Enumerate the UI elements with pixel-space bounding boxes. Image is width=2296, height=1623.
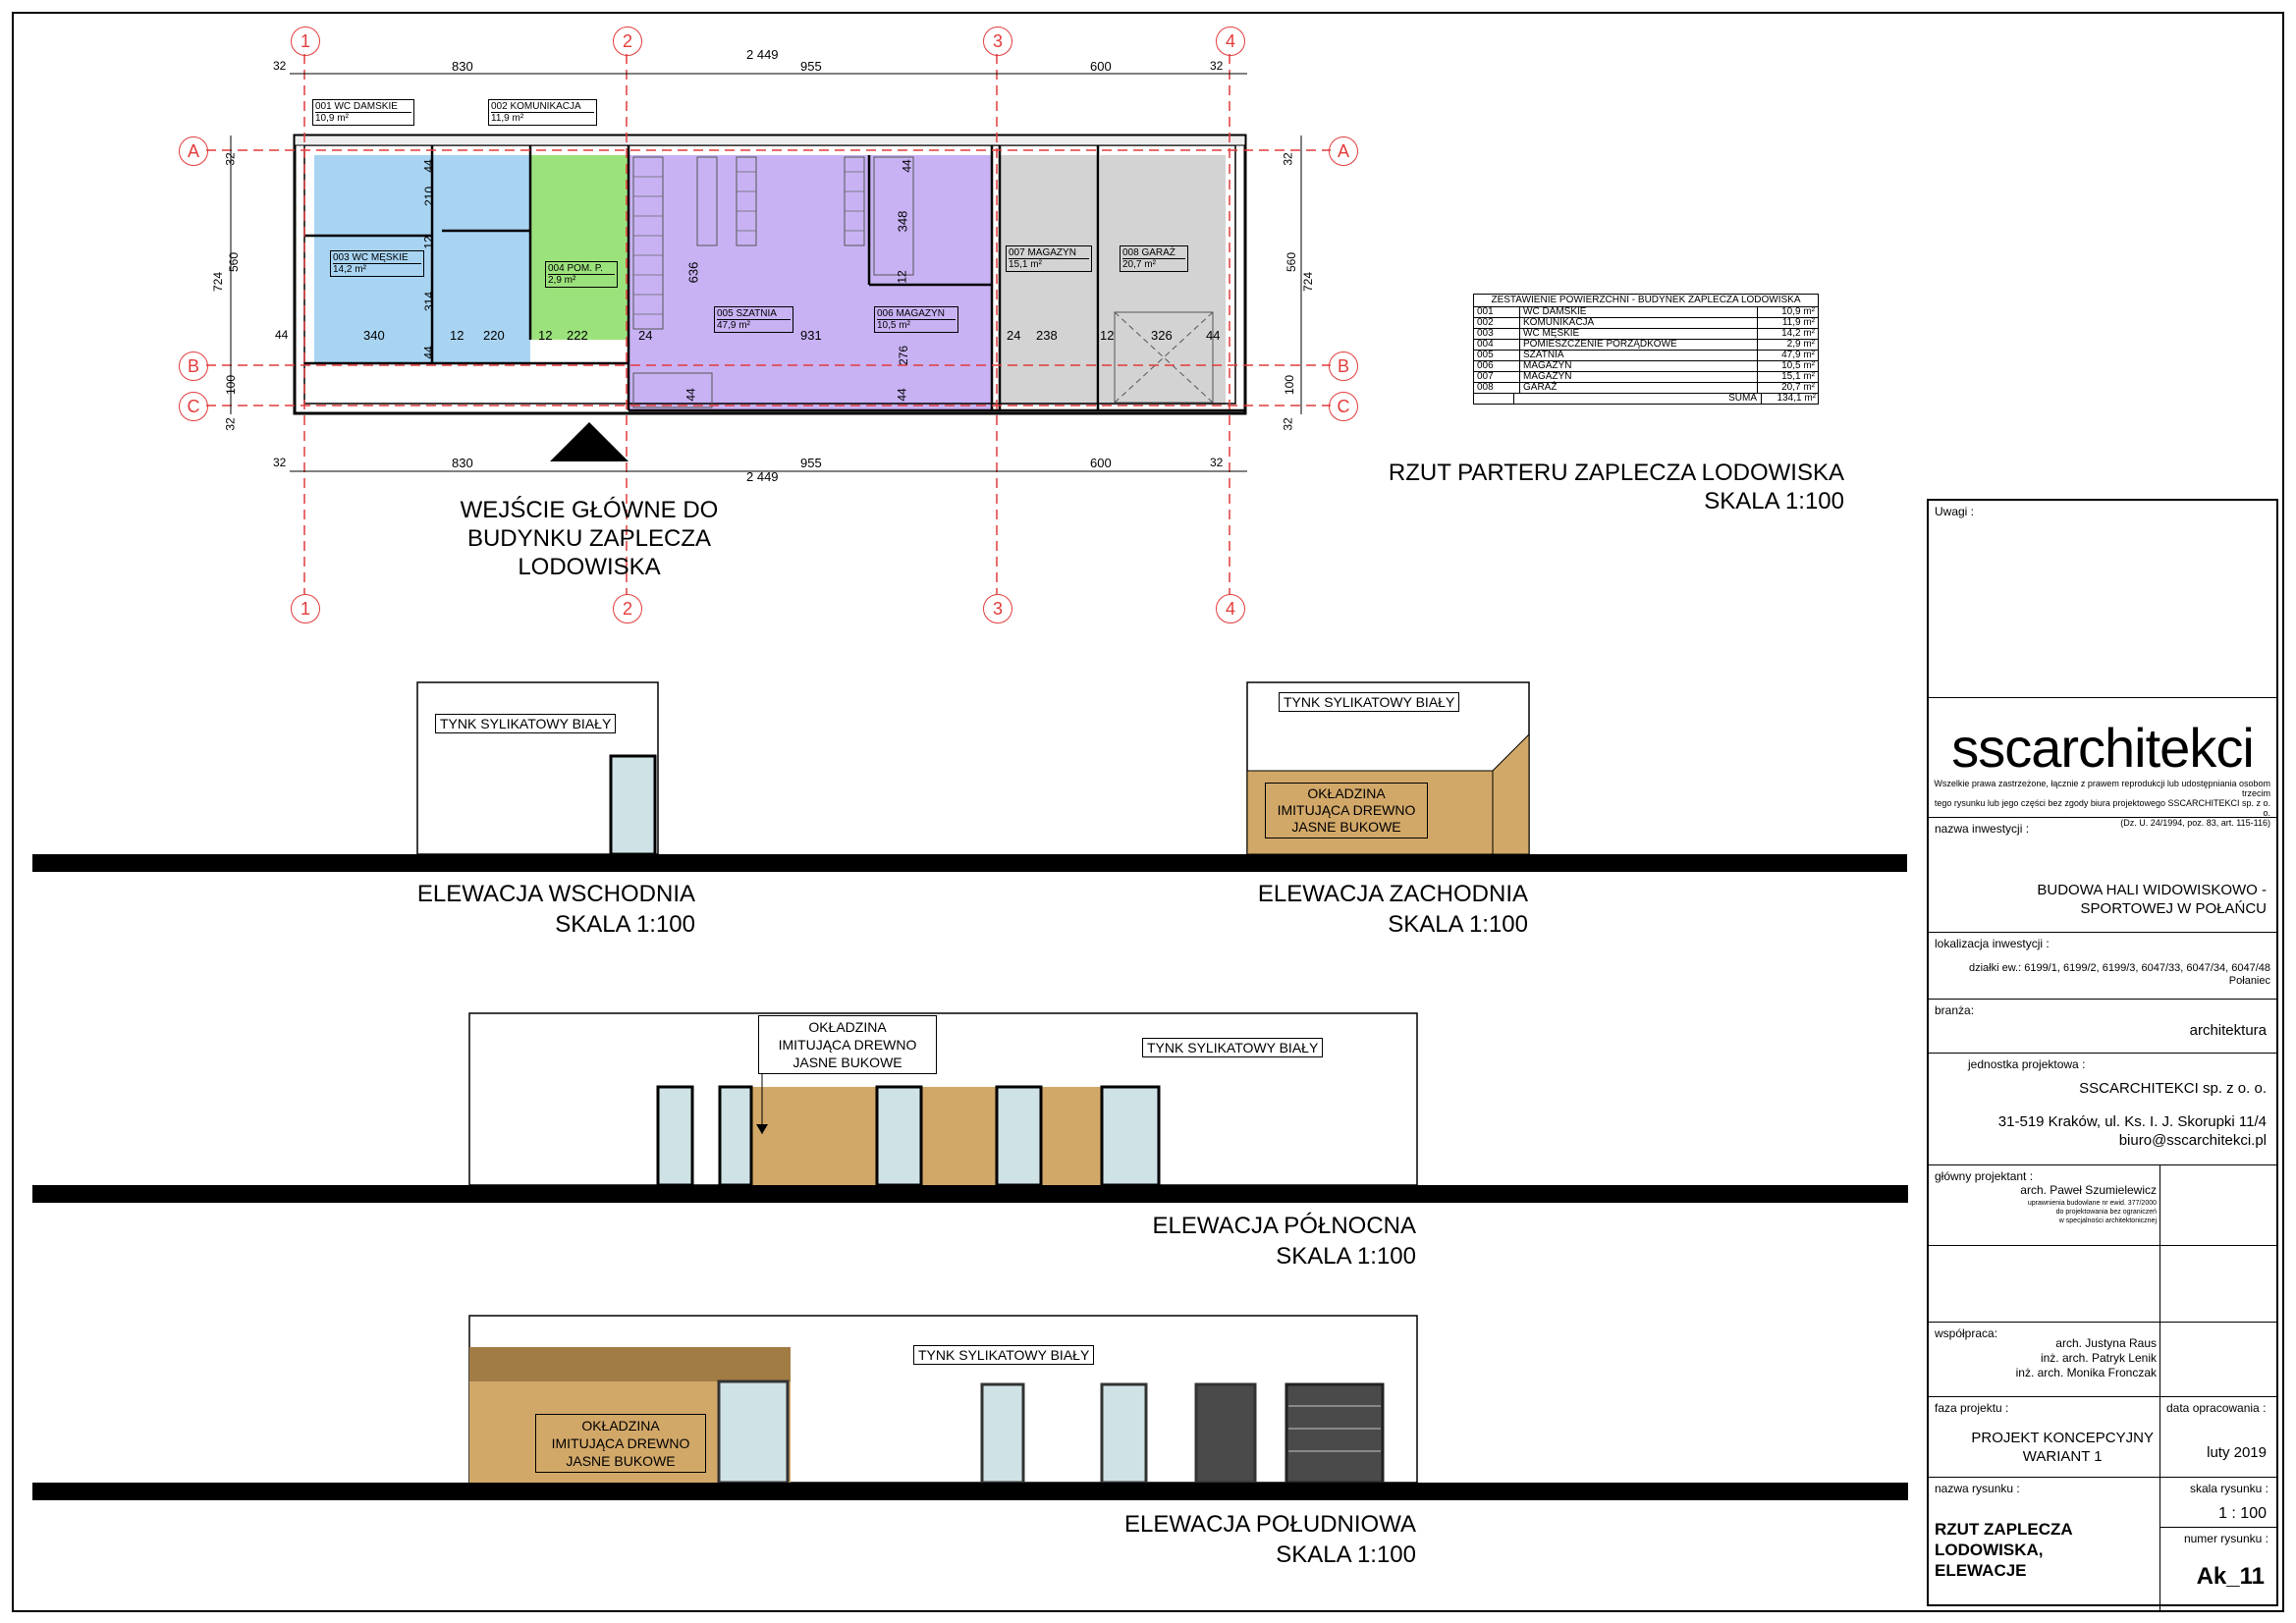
unit-line: SSCARCHITEKCI sp. z o. o. <box>2079 1080 2267 1097</box>
interior-dim: 326 <box>1151 328 1173 343</box>
south-title <box>982 1509 1416 1570</box>
east-scale-text: SKALA 1:100 <box>555 911 695 938</box>
blank-row <box>1929 1245 2276 1322</box>
room-name: 008 GARAŻ <box>1122 247 1175 258</box>
east-elevation <box>32 682 1093 872</box>
area-table-row <box>1474 328 1818 339</box>
south-label-2-line: OKŁADZINA <box>581 1418 660 1434</box>
dim-bottom-2: 955 <box>800 456 822 470</box>
area-table-room: GARAŻ <box>1519 383 1757 393</box>
cooperation-label: współpraca: <box>1935 1326 1998 1340</box>
dim-right-3: 100 <box>1283 374 1297 396</box>
area-table-row <box>1474 360 1818 371</box>
room-label-005 <box>714 306 793 333</box>
phase-line: PROJEKT KONCEPCYJNY <box>1971 1430 2154 1446</box>
phase-line: WARIANT 1 <box>2022 1448 2103 1465</box>
room-name: 007 MAGAZYN <box>1009 247 1076 258</box>
signature-box <box>2159 1165 2276 1246</box>
area-table-area: 2,9 m² <box>1757 340 1818 350</box>
dim-left-2: 724 <box>211 271 226 293</box>
investment-row <box>1929 817 2276 932</box>
dim-left-1: 560 <box>227 251 242 273</box>
copyright-line: tego rysunku lub jego części bez zgody biura projektowego SSCARCHITEKCI sp. z o. o. <box>1934 798 2270 818</box>
date-label: data opracowania : <box>2166 1401 2267 1415</box>
dim-right-1: 560 <box>1285 251 1299 273</box>
west-title <box>1135 879 1528 940</box>
signature-box <box>2159 1323 2276 1397</box>
area-table-area: 10,9 m² <box>1757 307 1818 317</box>
axis-bubble-4-top: 4 <box>1216 27 1245 56</box>
area-table-area: 10,5 m² <box>1757 361 1818 371</box>
dim-top-4: 600 <box>1090 59 1112 74</box>
designer-note-line: w specjalności architektonicznej <box>2058 1217 2157 1224</box>
area-table-row <box>1474 339 1818 350</box>
axis-bubble-c-right: C <box>1329 392 1358 421</box>
area-table-sum-label: SUMA <box>1513 394 1761 404</box>
room-area: 10,9 m² <box>315 112 411 124</box>
south-window-1 <box>1102 1384 1146 1483</box>
area-table-row <box>1474 307 1818 317</box>
south-label-2 <box>535 1414 706 1473</box>
dim-left-0: 32 <box>223 152 238 166</box>
north-arrow-icon <box>756 1124 768 1134</box>
room-fill-007 <box>1000 155 1098 406</box>
dim-bottom-4: 32 <box>1210 456 1224 469</box>
interior-dim: 238 <box>1036 328 1058 343</box>
dim-left-4: 100 <box>224 374 239 396</box>
west-label-2-line: IMITUJĄCA DREWNO <box>1277 802 1416 818</box>
dim-top-0: 32 <box>273 59 287 73</box>
drawing-name-label: nazwa rysunku : <box>1935 1482 2020 1495</box>
north-title-text: ELEWACJA PÓŁNOCNA <box>1152 1213 1416 1239</box>
interior-dim: 220 <box>483 328 505 343</box>
area-table-title: ZESTAWIENIE POWIERZCHNI - BUDYNEK ZAPLECZA LODOWISKA <box>1474 295 1818 307</box>
area-table-sum-value: 134,1 m² <box>1761 394 1818 404</box>
axis-bubble-1-bottom: 1 <box>291 594 320 623</box>
axis-bubble-4-bottom: 4 <box>1216 594 1245 623</box>
area-table-area: 11,9 m² <box>1757 318 1818 328</box>
room-fill-006 <box>869 155 992 332</box>
date-cell <box>2159 1397 2276 1478</box>
entrance-label <box>412 496 766 581</box>
area-table-room: SZATNIA <box>1519 351 1757 360</box>
number-value: Ak_11 <box>2196 1563 2265 1590</box>
room-area: 11,9 m² <box>491 112 594 124</box>
area-table-room: WC DAMSKIE <box>1519 307 1757 317</box>
title-block <box>1927 499 2278 1606</box>
north-label-1-line: OKŁADZINA <box>808 1019 887 1035</box>
area-table-room: MAGAZYN <box>1519 372 1757 382</box>
west-label-2 <box>1265 783 1428 839</box>
cooperation-line: arch. Justyna Raus <box>2055 1336 2157 1350</box>
unit-line: 31-519 Kraków, ul. Ks. I. J. Skorupki 11/4 <box>1997 1113 2267 1130</box>
room-name: 002 KOMUNIKACJA <box>491 101 581 112</box>
unit-line: biuro@sscarchitekci.pl <box>2118 1132 2267 1149</box>
entrance-marker-icon <box>550 422 629 461</box>
dim-left-3: 44 <box>275 328 289 342</box>
number-label: numer rysunku : <box>2183 1532 2269 1545</box>
location-line: Połaniec <box>2228 975 2270 987</box>
north-window-1 <box>658 1087 692 1185</box>
room-area: 2,9 m² <box>548 274 615 286</box>
phase-value <box>1971 1429 2154 1466</box>
drawing-name-line: LODOWISKA, <box>1935 1541 2044 1559</box>
room-label-007 <box>1006 245 1092 272</box>
area-table-sum-row <box>1474 393 1818 404</box>
area-table-row <box>1474 382 1818 393</box>
dim-top-2: 2 449 <box>746 47 779 62</box>
investment-label: nazwa inwestycji : <box>1935 822 2030 836</box>
room-name: 006 MAGAZYN <box>877 308 945 319</box>
west-title-text: ELEWACJA ZACHODNIA <box>1257 881 1528 907</box>
area-table-code: 005 <box>1477 350 1494 360</box>
area-table-room: KOMUNIKACJA <box>1519 318 1757 328</box>
unit-label: jednostka projektowa : <box>1968 1057 2086 1071</box>
room-area: 47,9 m² <box>717 319 791 331</box>
room-area: 20,7 m² <box>1122 258 1185 270</box>
dim-right-2: 724 <box>1301 271 1316 293</box>
drawing-name-line: ELEWACJE <box>1935 1561 2027 1580</box>
interior-dim: 44 <box>895 388 909 402</box>
north-label-2: TYNK SYLIKATOWY BIAŁY <box>1142 1038 1323 1057</box>
south-garage-door <box>1286 1384 1383 1483</box>
room-label-003 <box>330 250 424 277</box>
area-table-room: WC MĘSKIE <box>1519 329 1757 339</box>
interior-dim: 44 <box>421 346 436 359</box>
area-table-row <box>1474 350 1818 360</box>
plan-title-text: RZUT PARTERU ZAPLECZA LODOWISKA <box>1388 460 1844 486</box>
east-ground <box>32 854 1093 872</box>
interior-dim: 24 <box>638 328 653 343</box>
interior-dim: 24 <box>1007 328 1021 343</box>
dim-bottom-1: 830 <box>452 456 473 470</box>
dim-right-4: 32 <box>1281 417 1295 431</box>
area-table-row <box>1474 317 1818 328</box>
branch-row <box>1929 999 2276 1053</box>
area-table-area: 20,7 m² <box>1757 383 1818 393</box>
unit-row <box>1929 1053 2276 1164</box>
north-label-1 <box>758 1015 937 1074</box>
area-table-area: 47,9 m² <box>1757 351 1818 360</box>
area-table-body <box>1474 307 1818 393</box>
dim-bottom-5: 2 449 <box>746 469 779 484</box>
area-table-code: 008 <box>1477 382 1494 393</box>
interior-dim: 12 <box>421 236 436 249</box>
location-row <box>1929 932 2276 999</box>
south-door-1 <box>982 1384 1023 1483</box>
investment-value <box>2037 881 2267 918</box>
axis-bubble-2-top: 2 <box>613 27 642 56</box>
south-label-2-line: JASNE BUKOWE <box>566 1453 676 1469</box>
south-cladding-top <box>469 1347 791 1381</box>
wall-hatch-top <box>295 135 1245 145</box>
interior-dim: 44 <box>1206 328 1221 343</box>
south-ground <box>32 1483 1908 1500</box>
interior-dim: 44 <box>683 388 698 402</box>
notes-label: Uwagi : <box>1935 505 1975 518</box>
axis-bubble-1-top: 1 <box>291 27 320 56</box>
interior-dim: 340 <box>363 328 385 343</box>
south-label-1: TYNK SYLIKATOWY BIAŁY <box>913 1345 1094 1365</box>
cooperation-value <box>2016 1336 2157 1380</box>
interior-dim: 314 <box>422 291 437 312</box>
room-fill-004 <box>530 155 629 340</box>
interior-dim: 931 <box>800 328 822 343</box>
west-label-2-line: OKŁADZINA <box>1307 785 1386 801</box>
drawing-row <box>1929 1477 2276 1608</box>
axis-bubble-3-bottom: 3 <box>983 594 1012 623</box>
number-cell <box>2159 1527 2276 1610</box>
area-table-area: 14,2 m² <box>1757 329 1818 339</box>
drawing-name-value <box>1935 1519 2073 1581</box>
east-door <box>611 756 655 854</box>
room-fill-002 <box>432 155 530 363</box>
copyright-line: (Dz. U. 24/1994, poz. 83, art. 115-116) <box>2120 818 2270 828</box>
room-name: 005 SZATNIA <box>717 308 777 319</box>
room-label-004 <box>545 261 618 288</box>
plan-scale-text: SKALA 1:100 <box>1704 488 1844 514</box>
axis-bubble-a-right: A <box>1329 136 1358 166</box>
interior-dim: 210 <box>422 186 437 207</box>
phase-label: faza projektu : <box>1935 1401 2009 1415</box>
copyright-line: Wszelkie prawa zastrzeżone, łącznie z prawem reprodukcji lub udostępniania osobom trzecim <box>1934 779 2270 798</box>
company-logo: sscarchitekci <box>1951 717 2254 779</box>
east-title <box>295 879 695 940</box>
west-scale-text: SKALA 1:100 <box>1388 911 1528 938</box>
area-table-code: 007 <box>1477 371 1494 382</box>
south-entrance-door <box>719 1381 788 1483</box>
cooperation-line: inż. arch. Monika Fronczak <box>2015 1366 2157 1380</box>
designer-value: arch. Paweł Szumielewicz <box>2020 1183 2157 1197</box>
north-scale-text: SKALA 1:100 <box>1276 1243 1416 1270</box>
axis-bubble-3-top: 3 <box>983 27 1012 56</box>
dim-bottom-3: 600 <box>1090 456 1112 470</box>
north-window-2 <box>720 1087 751 1185</box>
designer-row <box>1929 1164 2276 1245</box>
cooperation-row <box>1929 1322 2276 1396</box>
area-table-code: 001 <box>1477 306 1494 317</box>
interior-dim: 276 <box>897 345 911 366</box>
south-elevation <box>32 1316 1908 1500</box>
investment-line: BUDOWA HALI WIDOWISKOWO - <box>2037 882 2267 898</box>
branch-label: branża: <box>1935 1003 1975 1017</box>
designer-note-line: do projektowania bez ograniczeń <box>2055 1209 2157 1216</box>
south-scale-text: SKALA 1:100 <box>1276 1542 1416 1568</box>
dim-left-5: 32 <box>223 417 238 431</box>
interior-dim: 12 <box>895 270 909 284</box>
west-ground <box>1092 854 1907 872</box>
south-title-text: ELEWACJA POŁUDNIOWA <box>1124 1511 1416 1538</box>
room-label-002 <box>488 99 597 126</box>
dim-top-3: 955 <box>800 59 822 74</box>
axis-bubble-c-left: C <box>179 392 208 421</box>
designer-note-line: uprawnienia budowlane nr ewid. 377/2000 <box>2027 1200 2157 1207</box>
area-table-row <box>1474 371 1818 382</box>
south-door-2 <box>1196 1384 1255 1483</box>
north-cladding <box>751 1087 1154 1185</box>
entrance-label-line: BUDYNKU ZAPLECZA <box>466 525 712 552</box>
area-table-code: 003 <box>1477 328 1494 339</box>
plan-title <box>1277 459 1844 515</box>
cooperation-line: inż. arch. Patryk Lenik <box>2040 1351 2157 1365</box>
north-label-1-line: JASNE BUKOWE <box>793 1055 902 1070</box>
interior-dim: 12 <box>450 328 465 343</box>
west-label-1: TYNK SYLIKATOWY BIAŁY <box>1279 692 1459 712</box>
investment-line: SPORTOWEJ W POŁAŃCU <box>2080 900 2267 917</box>
entrance-label-line: LODOWISKA <box>518 554 661 580</box>
area-table-area: 15,1 m² <box>1757 372 1818 382</box>
phase-row <box>1929 1396 2276 1477</box>
interior-dim: 12 <box>1100 328 1115 343</box>
room-name: 004 POM. P. <box>548 263 603 274</box>
room-name: 003 WC MĘSKIE <box>333 252 409 263</box>
dim-top-1: 830 <box>452 59 473 74</box>
room-area: 10,5 m² <box>877 319 956 331</box>
area-table-room: POMIESZCZENIE PORZĄDKOWE <box>1519 340 1757 350</box>
north-label-1-line: IMITUJĄCA DREWNO <box>778 1037 917 1053</box>
scale-label: skala rysunku : <box>2189 1482 2269 1495</box>
designer-label: główny projektant : <box>1935 1169 2034 1183</box>
interior-dim: 12 <box>538 328 553 343</box>
north-window-3 <box>877 1087 921 1185</box>
room-area: 14,2 m² <box>333 263 421 275</box>
interior-dim: 348 <box>895 210 910 233</box>
room-label-001 <box>312 99 414 126</box>
entrance-label-line: WEJŚCIE GŁÓWNE DO <box>460 497 719 523</box>
interior-dim: 44 <box>900 159 914 173</box>
scale-cell <box>2159 1478 2276 1527</box>
axis-bubble-b-left: B <box>179 352 208 381</box>
area-table-code: 002 <box>1477 317 1494 328</box>
drawing-name-line: RZUT ZAPLECZA <box>1935 1520 2073 1539</box>
dim-right-0: 32 <box>1281 152 1295 166</box>
north-elevation <box>32 1013 1908 1203</box>
signature-box <box>2159 1246 2276 1323</box>
area-table-room: MAGAZYN <box>1519 361 1757 371</box>
south-label-2-line: IMITUJĄCA DREWNO <box>551 1435 690 1451</box>
west-elevation <box>1092 682 1907 872</box>
location-value <box>1969 962 2270 988</box>
area-table-spacer <box>1474 394 1513 404</box>
interior-dim: 44 <box>421 159 436 173</box>
location-line: działki ew.: 6199/1, 6199/2, 6199/3, 6047/33, 6047/34, 6047/48 <box>1968 962 2270 974</box>
axis-bubble-b-right: B <box>1329 352 1358 381</box>
room-label-006 <box>874 306 958 333</box>
north-window-5 <box>1102 1087 1159 1185</box>
room-label-008 <box>1120 245 1188 272</box>
north-window-4 <box>997 1087 1041 1185</box>
north-ground <box>32 1185 1908 1203</box>
designer-note <box>2028 1199 2157 1225</box>
interior-dim: 636 <box>685 261 701 284</box>
room-name: 001 WC DAMSKIE <box>315 101 398 112</box>
room-fill-008 <box>1100 155 1226 406</box>
logo-row <box>1929 697 2276 833</box>
area-table-code: 006 <box>1477 360 1494 371</box>
unit-value <box>1998 1077 2267 1150</box>
date-value: luty 2019 <box>2207 1444 2267 1461</box>
dim-bottom-0: 32 <box>273 456 287 469</box>
area-table-code: 004 <box>1477 339 1494 350</box>
area-table <box>1473 294 1819 405</box>
room-area: 15,1 m² <box>1009 258 1089 270</box>
scale-value: 1 : 100 <box>2218 1505 2267 1522</box>
axis-bubble-2-bottom: 2 <box>613 594 642 623</box>
west-label-2-line: JASNE BUKOWE <box>1291 819 1401 835</box>
branch-value: architektura <box>2189 1022 2267 1039</box>
dim-top-5: 32 <box>1210 59 1224 73</box>
east-label: TYNK SYLIKATOWY BIAŁY <box>435 714 616 733</box>
axis-bubble-a-left: A <box>179 136 208 166</box>
interior-dim: 222 <box>567 328 588 343</box>
location-label: lokalizacja inwestycji : <box>1935 937 2050 950</box>
east-title-text: ELEWACJA WSCHODNIA <box>416 881 695 907</box>
north-title <box>982 1211 1416 1271</box>
